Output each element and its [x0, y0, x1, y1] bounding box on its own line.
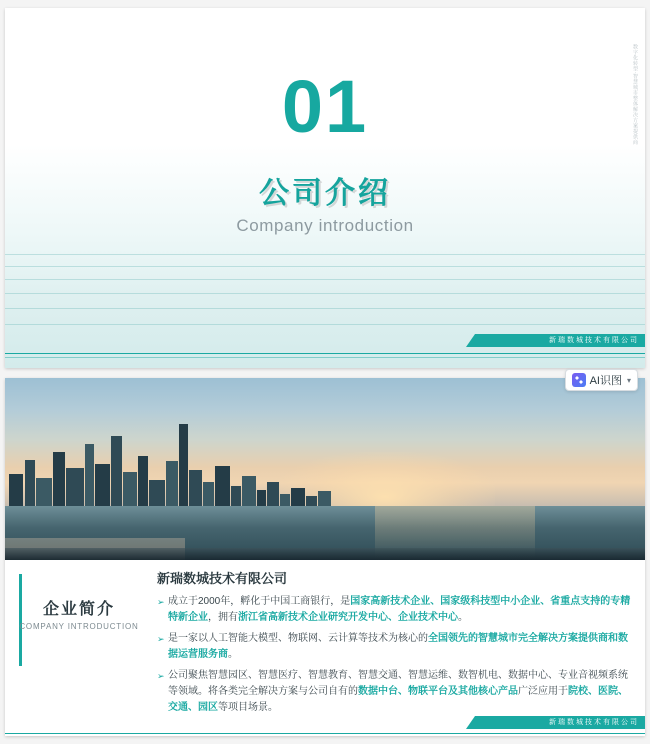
section-subtitle: Company introduction	[236, 216, 414, 235]
bullet-item	[157, 668, 637, 716]
section-number: 01	[281, 65, 369, 148]
bullet-text: 成立于2000年，孵化于中国工商银行，是	[168, 596, 351, 607]
bullet-text: 。	[228, 649, 238, 660]
slide-divider-secondary	[5, 357, 645, 358]
decorative-wave-lines	[5, 248, 645, 368]
bullet-arrow-icon: ➢	[157, 634, 165, 644]
bullet-highlight-text: 院校、医院、交通、园区	[168, 686, 628, 713]
left-subtitle: COMPANY INTRODUCTION	[19, 622, 139, 631]
cityscape-photo	[5, 375, 645, 560]
slide-cover	[5, 8, 645, 368]
photo-skyline	[5, 418, 335, 516]
slide-footer: 新瑞数城技术有限公司	[475, 334, 645, 347]
slide-content	[5, 560, 645, 736]
ai-recognize-image-button[interactable]	[565, 369, 638, 391]
bullet-highlight-text: 数据中台、物联平台及其他核心产品	[358, 686, 518, 697]
company-name: 新瑞数城技术有限公司	[157, 571, 288, 586]
bullet-text: 公司聚焦智慧园区、智慧医疗、智慧教育、智慧交通、智慧运维、数智机电、数据中心、专业音视频系统等领域。将各类完全解决方案与公司自有的	[168, 670, 628, 697]
section-title: 公司介绍	[259, 177, 391, 210]
slide-footer-area	[5, 712, 645, 736]
bullet-text: 是一家以人工智能大模型、物联网、云计算等技术为核心的	[168, 633, 428, 644]
bullet-arrow-icon: ➢	[157, 671, 165, 681]
bullet-highlight-text: 浙江省高新技术企业研究开发中心、企业技术中心	[238, 612, 458, 623]
chevron-down-icon[interactable]: ▾	[626, 375, 631, 385]
bullet-text: 广泛应用于	[518, 686, 568, 697]
accent-bar	[19, 574, 22, 666]
bullet-item	[157, 631, 637, 663]
ai-sparkle-icon	[572, 373, 586, 387]
left-column	[5, 560, 153, 736]
bullet-highlight-text: 国家高新技术企业、国家级科技型中小企业、省重点支持的专精特新企业	[168, 596, 631, 623]
bullet-text: ，拥有	[208, 612, 238, 623]
bullet-list	[157, 594, 637, 716]
slide-divider	[5, 733, 645, 734]
slide-side-note: 数字化转型·智慧城市整体解决方案提供商	[632, 44, 638, 146]
bullet-item	[157, 594, 637, 626]
bullet-highlight-text: 全国领先的智慧城市完全解决方案提供商和数据运营服务商	[168, 633, 628, 660]
right-column	[157, 568, 637, 721]
left-title: 企业简介	[42, 601, 115, 618]
photo-shoreline	[5, 548, 645, 560]
ai-button-label: AI识图	[589, 375, 622, 387]
bullet-text: 。	[458, 612, 468, 623]
slide-footer: 新瑞数城技术有限公司	[475, 716, 645, 729]
bullet-arrow-icon: ➢	[157, 597, 165, 607]
bullet-text: 等项目场景。	[218, 702, 278, 713]
slide-divider	[5, 353, 645, 354]
slide-company-intro	[5, 375, 645, 736]
